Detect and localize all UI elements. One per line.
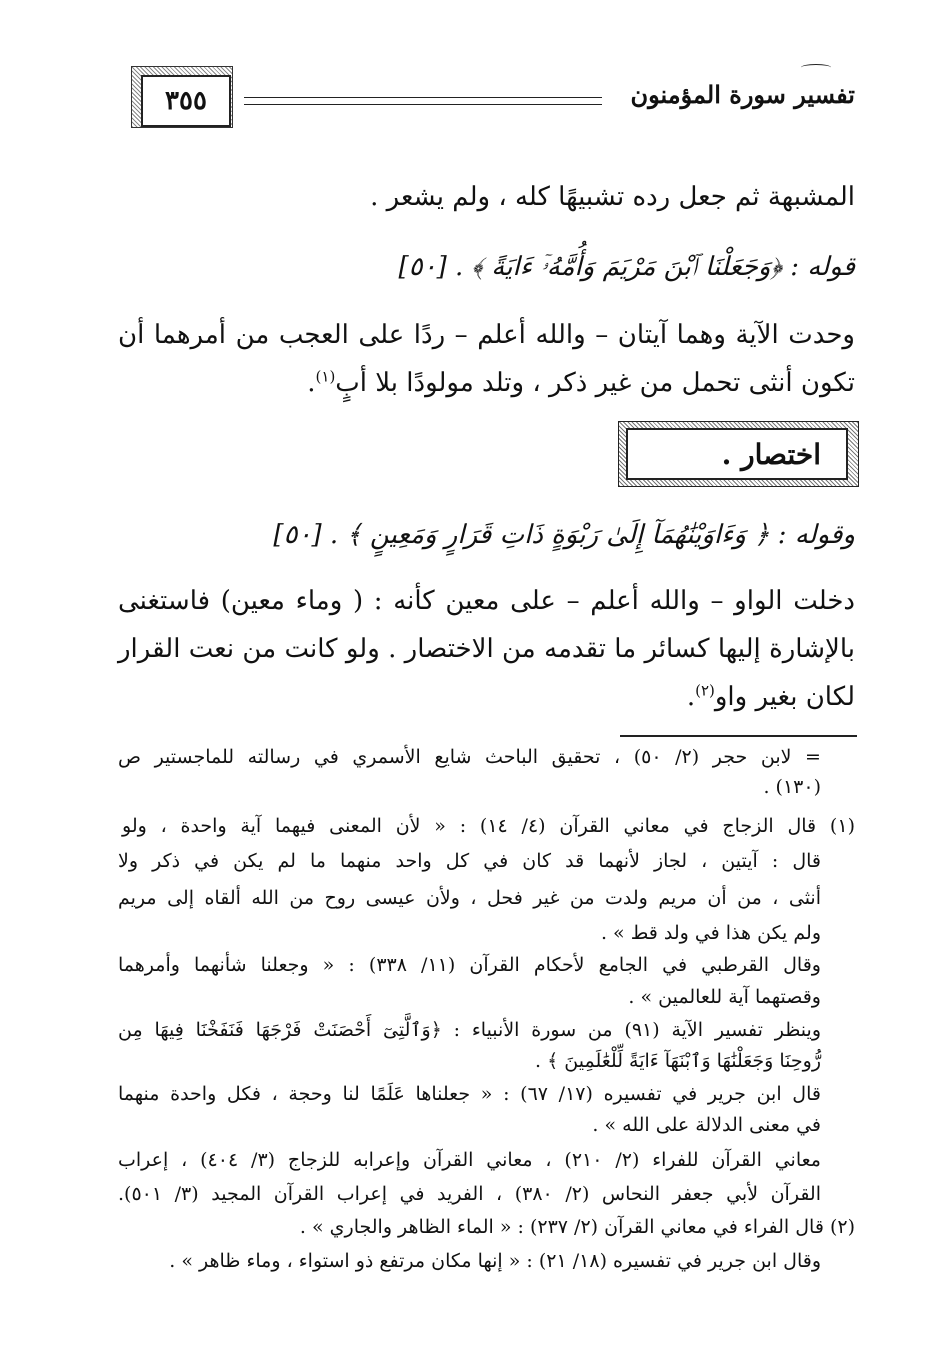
footnote-line: وقصتهما آية للعالمين » . [628, 986, 821, 1008]
running-title: تفسير سورة المؤمنون [630, 80, 855, 109]
footnote-ref: (١) [315, 367, 336, 386]
footnote-line: ولم يكن هذا في ولد قط » . [600, 922, 821, 944]
footnote-line: (١) قال الزجاج في معاني القرآن (٤/ ١٤) : « لأن المعنى فيهما آية واحدة ، ولو [122, 815, 855, 837]
body-line: دخلت الواو – والله أعلم – على معين كأنه : ( وماء معين) فاستغنى [118, 586, 855, 616]
body-line: وحدت الآية وهما آيتان – والله أعلم – ردًا على العجب من أمرهما أن [118, 320, 855, 350]
header-rule [244, 104, 602, 105]
footnote-line: رُّوحِنَا وَجَعَلْنَٰهَا وَٱبْنَهَآ ءَايَةً لِّلْعَٰلَمِينَ ﴾ . [535, 1050, 821, 1072]
footnote-line: القرآن لأبي جعفر النحاس (٢/ ٣٨٠) ، الفريد في إعراب القرآن المجيد (٣/ ٥٠١). [118, 1183, 821, 1205]
verse-citation: قوله : ﴿وَجَعَلْنَا ٱبْنَ مَرْيَمَ وَأُمَّهُۥٓ ءَايَةً ﴾ . [٥٠] [398, 252, 855, 282]
body-text: لكان بغير واو [714, 682, 855, 712]
body-line [686, 681, 855, 712]
footnote-line: قال ابن جرير في تفسيره (١٧/ ٦٧) : « جعلناها عَلَمًا لنا وحجة ، فكل واحدة منهما [118, 1083, 821, 1105]
period: . [307, 368, 316, 398]
verse-citation: وقوله : ﴿ وَءَاوَيْنَٰهُمَآ إِلَىٰ رَبْوَةٍ ذَاتِ قَرَارٍ وَمَعِينٍ ﴾ . [٥٠] [273, 520, 855, 550]
footnote-line: (١٣٠) . [763, 776, 821, 798]
body-line-verse [398, 254, 855, 280]
header-rule [244, 97, 602, 98]
body-text: تكون أنثى تحمل من غير ذكر ، وتلد مولودًا بلا أبٍ [335, 368, 855, 398]
body-line [307, 367, 855, 398]
title-ornament [801, 64, 831, 71]
footnote-line: (٢) قال الفراء في معاني القرآن (٢/ ٢٣٧) : « الماء الظاهر والجاري » . [299, 1216, 855, 1238]
footnote-ref: (٢) [695, 681, 715, 700]
footnote-separator [620, 735, 857, 737]
body-line: بالإشارة إليها كسائر ما تقدمه من الاختصار . ولو كانت من نعت القرار [118, 634, 855, 664]
period: . [686, 682, 696, 712]
footnote-line: وقال ابن جرير في تفسيره (١٨/ ٢١) : « إنها مكان مرتفع ذو استواء ، وماء ظاهر » . [169, 1250, 821, 1272]
footnote-line: في معنى الدلالة على الله » . [592, 1114, 821, 1136]
footnote-line: معاني القرآن للفراء (٢/ ٢١٠) ، معاني القرآن وإعرابه للزجاج (٣/ ٤٠٤) ، إعراب [118, 1149, 821, 1171]
page-number: ٣٥٥ [141, 75, 231, 127]
footnote-line: وينظر تفسير الآية (٩١) من سورة الأنبياء : ﴿وَٱلَّتِىٓ أَحْصَنَتْ فَرْجَهَا فَنَفَخْنَا فِيهَا مِن [118, 1019, 822, 1041]
body-line-verse [273, 522, 855, 548]
footnote-line: قال : آيتين ، لجاز لأنهما قد كان في كل واحد منهما ما لم يكن في ذكر ولا [118, 850, 821, 872]
footnote-line: وقال القرطبي في الجامع لأحكام القرآن (١١/ ٣٣٨) : « وجعلنا شأنهما وأمرهما [118, 954, 821, 976]
section-heading: اختصار . [721, 438, 821, 471]
footnote-line: = لابن حجر (٢/ ٥٠) ، تحقيق الباحث شايع الأسمري في رسالته للماجستير ص [118, 746, 821, 768]
footnote-line: أنثى ، من أن مريم ولدت من غير فحل ، ولأن عيسى روح من الله ألقاه إلى مريم [118, 887, 821, 909]
body-line: المشبهة ثم جعل رده تشبيهًا كله ، ولم يشعر . [370, 182, 855, 212]
